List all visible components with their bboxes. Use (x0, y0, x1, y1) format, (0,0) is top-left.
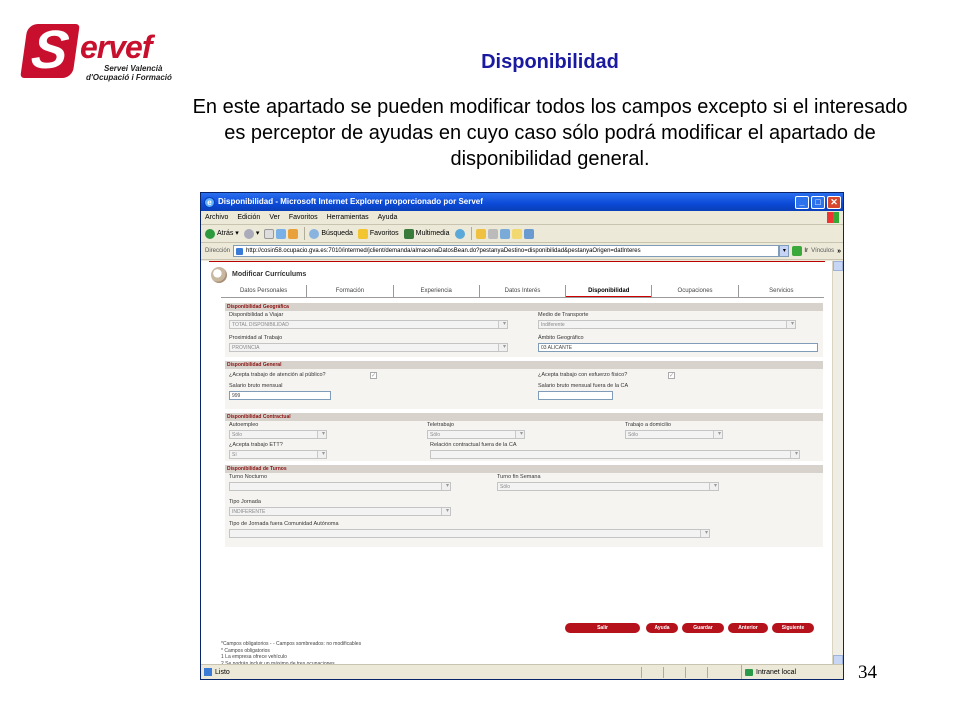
viajar-label: Disponibilidad a Viajar (229, 312, 284, 318)
star-icon (358, 229, 368, 239)
window-titlebar (201, 193, 843, 211)
atencion-label: ¿Acepta trabajo de atención al público? (229, 372, 326, 378)
salario-label: Salario bruto mensual (229, 383, 283, 389)
mail-icon[interactable] (476, 229, 486, 239)
teletrabajo-label: Teletrabajo (427, 422, 454, 428)
salario-fuera-label: Salario bruto mensual fuera de la CA (538, 383, 629, 389)
back-arrow-icon (205, 229, 215, 239)
jornada-fuera-label: Tipo de Jornada fuera Comunidad Autónoma (229, 521, 339, 527)
menu-favoritos[interactable]: Favoritos (288, 213, 318, 221)
salario-field[interactable]: 999 (229, 391, 331, 400)
jornada-label: Tipo Jornada (229, 499, 261, 505)
url-field[interactable]: http://cosin58.ocupacio.gva.es:7010/intermed/jclient/demanda/almacenaDatosBean.do?pestanyaDestino=disponibilidad&pestanyaOrigen=datInteres (233, 245, 779, 257)
guardar-button[interactable]: Guardar (682, 623, 724, 633)
section-geografica (225, 311, 823, 357)
web-page (209, 261, 825, 665)
media-icon (404, 229, 414, 239)
home-icon[interactable] (288, 229, 298, 239)
servef-logo: S ervef Servei Valencià d'Ocupació i Formació (24, 24, 174, 84)
windows-flag-icon (827, 212, 839, 223)
search-button[interactable]: Búsqueda (309, 225, 353, 243)
section-header-contractual: Disponibilidad Contractual (225, 413, 823, 421)
tab-disponibilidad[interactable]: Disponibilidad (566, 285, 652, 297)
tab-ocupaciones[interactable]: Ocupaciones (652, 285, 738, 297)
anterior-button[interactable]: Anterior (728, 623, 768, 633)
ett-label: ¿Acepta trabajo ETT? (229, 442, 283, 448)
slide-title: Disponibilidad (481, 51, 619, 73)
slide-body-text: En este apartado se pueden modificar todos los campos excepto si el interesado es perceptor de ayudas en cuyo caso sólo podrá modificar el apartado de disponibilidad general. (192, 96, 908, 170)
salir-button[interactable]: Salir (565, 623, 640, 633)
tab-experiencia[interactable]: Experiencia (394, 285, 480, 297)
menu-bar (201, 211, 843, 225)
esfuerzo-checkbox[interactable]: ✓ (669, 373, 675, 379)
tab-datos-personales[interactable]: Datos Personales (221, 285, 307, 297)
viajar-select[interactable]: ▾ TOTAL DISPONIBILIDAD (229, 320, 508, 329)
finsemana-select[interactable]: ▾ Sólo (497, 482, 719, 491)
relacion-label: Relación contractual fuera de la CA (430, 442, 517, 448)
favorites-button[interactable]: Favoritos (358, 225, 399, 243)
stop-icon[interactable] (264, 229, 274, 239)
page-number: 34 (858, 662, 877, 683)
jornada-fuera-select[interactable] (229, 529, 710, 538)
note-line: 1 La empresa ofrece vehículo (221, 654, 287, 660)
page-viewport (201, 261, 833, 665)
print-icon[interactable] (488, 229, 498, 239)
ambito-label: Ámbito Geográfico (538, 335, 584, 341)
go-arrow-icon (792, 246, 802, 256)
availability-form (225, 303, 823, 547)
nocturno-select[interactable] (229, 482, 451, 491)
menu-ayuda[interactable]: Ayuda (377, 213, 398, 221)
autoempleo-select[interactable]: ▾ Sólo (229, 430, 327, 439)
search-icon (309, 229, 319, 239)
address-label: Dirección (205, 247, 231, 254)
jornada-select[interactable]: ▾ INDIFERENTE (229, 507, 451, 516)
media-button[interactable]: Multimedia (404, 225, 450, 243)
menu-edicion[interactable]: Edición (237, 213, 261, 221)
scroll-up-icon[interactable] (833, 261, 843, 271)
teletrabajo-select[interactable]: ▾ Sólo (427, 430, 525, 439)
tab-formacion[interactable]: Formación (307, 285, 393, 297)
links-label[interactable]: Vínculos (811, 247, 835, 254)
transporte-label: Medio de Transporte (538, 312, 589, 318)
relacion-select[interactable] (430, 450, 800, 459)
window-title: Disponibilidad - Microsoft Internet Explorer proporcionado por Servef (218, 197, 483, 206)
tab-bar (221, 285, 824, 298)
domicilio-label: Trabajo a domicilio (625, 422, 671, 428)
finsemana-label: Turno fin Semana (497, 474, 541, 480)
maximize-button[interactable]: □ (811, 196, 825, 209)
section-header-turnos: Disponibilidad de Turnos (225, 465, 823, 473)
section-header-general: Disponibilidad General (225, 361, 823, 369)
forward-arrow-icon (244, 229, 254, 239)
note-line: *Campos obligatorios - - Campos sombreados: no modificables (221, 641, 362, 647)
ayuda-button[interactable]: Ayuda (646, 623, 678, 633)
autoempleo-label: Autoempleo (229, 422, 259, 428)
transporte-select[interactable]: ▾ Indiferente (538, 320, 796, 329)
esfuerzo-label: ¿Acepta trabajo con esfuerzo físico? (538, 372, 628, 378)
tab-datos-interes[interactable]: Datos Interés (480, 285, 566, 297)
back-button[interactable]: Atrás ▾ (205, 225, 239, 243)
go-button[interactable]: Ir (792, 243, 808, 260)
close-button[interactable]: ✕ (827, 196, 841, 209)
salario-fuera-field[interactable] (538, 391, 613, 400)
toolbar (201, 225, 843, 243)
proximidad-label: Proximidad al Trabajo (229, 335, 283, 341)
domicilio-select[interactable]: ▾ Sólo (625, 430, 723, 439)
nocturno-label: Turno Nocturno (229, 474, 268, 480)
messenger-icon[interactable] (524, 229, 534, 239)
menu-archivo[interactable]: Archivo (205, 213, 229, 221)
ambito-field[interactable]: 03 ALICANTE (538, 343, 818, 352)
module-title: Modificar Currículums (232, 271, 307, 278)
module-header (211, 267, 306, 283)
url-dropdown-icon[interactable]: ▾ (779, 245, 789, 257)
atencion-checkbox[interactable]: ✓ (371, 373, 377, 379)
zone-label: Intranet local (741, 665, 796, 680)
history-icon[interactable] (455, 229, 465, 239)
proximidad-select[interactable]: ▾ PROVINCIA (229, 343, 508, 352)
edit-icon[interactable] (500, 229, 510, 239)
chevron-right-icon[interactable]: » (837, 247, 841, 255)
ie-icon: e (204, 197, 215, 208)
siguiente-button[interactable]: Siguiente (772, 623, 814, 633)
minimize-button[interactable]: _ (795, 196, 809, 209)
vertical-scrollbar[interactable] (832, 261, 843, 665)
address-bar (201, 243, 843, 260)
note-line: * Campos obligatorios (221, 647, 270, 654)
tab-servicios[interactable]: Servicios (769, 288, 794, 294)
ett-select[interactable]: ▾ Sí (229, 450, 327, 459)
section-contractual (225, 421, 823, 461)
menu-ver[interactable]: Ver (269, 213, 280, 221)
section-turnos (225, 473, 823, 547)
refresh-icon[interactable] (276, 229, 286, 239)
browser-window (200, 192, 844, 680)
section-header-geografica: Disponibilidad Geográfica (225, 303, 823, 311)
magnifier-icon (211, 267, 227, 283)
status-bar (201, 664, 843, 679)
forward-button[interactable]: ▾ (244, 225, 260, 243)
folder-icon[interactable] (512, 229, 522, 239)
menu-herramientas[interactable]: Herramientas (326, 213, 369, 221)
status-text: Listo (215, 665, 230, 680)
section-general (225, 369, 823, 409)
